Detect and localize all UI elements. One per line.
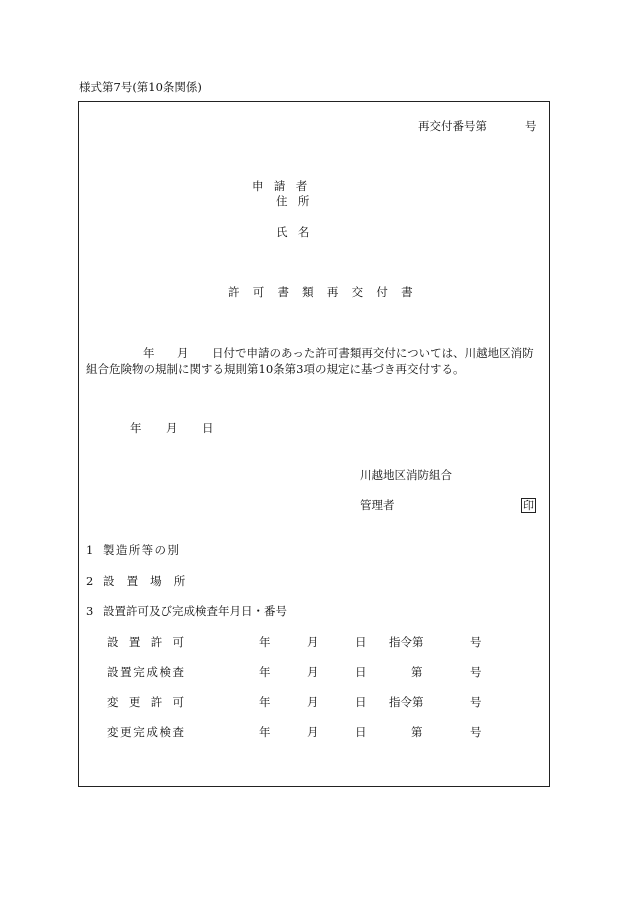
row-day: 日 (355, 725, 367, 739)
row-number-suffix: 号 (470, 695, 482, 709)
row-year: 年 (259, 695, 271, 709)
row-label-change-permit: 変更許可 (107, 695, 195, 709)
row-number-prefix: 第 (411, 665, 423, 679)
body-year: 年 (143, 346, 155, 360)
row-day: 日 (355, 665, 367, 679)
row-year: 年 (259, 665, 271, 679)
row-day: 日 (355, 695, 367, 709)
row-month: 月 (307, 635, 319, 649)
issuer-org: 川越地区消防組合 (360, 468, 452, 482)
row-number-suffix: 号 (470, 665, 482, 679)
applicant-address-label: 住所 (276, 194, 320, 208)
item-number: 3 (86, 604, 94, 618)
row-number-prefix: 指令第 (389, 635, 424, 649)
date-year: 年 (130, 421, 142, 435)
row-number-prefix: 指令第 (389, 695, 424, 709)
body-line2: 組合危険物の規制に関する規則第10条第3項の規定に基づき再交付する。 (86, 362, 465, 376)
issuer-title: 管理者 (360, 498, 395, 512)
row-month: 月 (307, 695, 319, 709)
row-number-suffix: 号 (470, 635, 482, 649)
reissue-number-suffix: 号 (525, 119, 537, 133)
item-label: 製造所等の別 (103, 543, 181, 557)
item-label: 設置場所 (103, 574, 198, 588)
body-line1: 日付で申請のあった許可書類再交付については、川越地区消防 (212, 346, 534, 360)
row-month: 月 (307, 665, 319, 679)
row-year: 年 (259, 725, 271, 739)
date-month: 月 (166, 421, 178, 435)
item-label: 設置許可及び完成検査年月日・番号 (103, 604, 287, 618)
row-number-prefix: 第 (411, 725, 423, 739)
date-day: 日 (202, 421, 214, 435)
form-label: 様式第7号(第10条関係) (79, 80, 202, 94)
applicant-name-label: 氏名 (276, 225, 320, 239)
row-number-suffix: 号 (470, 725, 482, 739)
row-label-change-inspection: 変更完成検査 (107, 725, 186, 739)
row-year: 年 (259, 635, 271, 649)
seal-label: 印 (523, 499, 534, 512)
seal-mark (521, 498, 536, 513)
body-month: 月 (177, 346, 189, 360)
document-title: 許可書類再交付書 (228, 285, 426, 299)
row-month: 月 (307, 725, 319, 739)
row-label-install-permit: 設置許可 (107, 635, 195, 649)
row-label-install-inspection: 設置完成検査 (107, 665, 186, 679)
applicant-role: 申請者 (252, 179, 318, 193)
reissue-number-prefix: 再交付番号第 (418, 119, 487, 133)
item-number: 2 (86, 574, 94, 588)
item-number: 1 (86, 543, 94, 557)
row-day: 日 (355, 635, 367, 649)
